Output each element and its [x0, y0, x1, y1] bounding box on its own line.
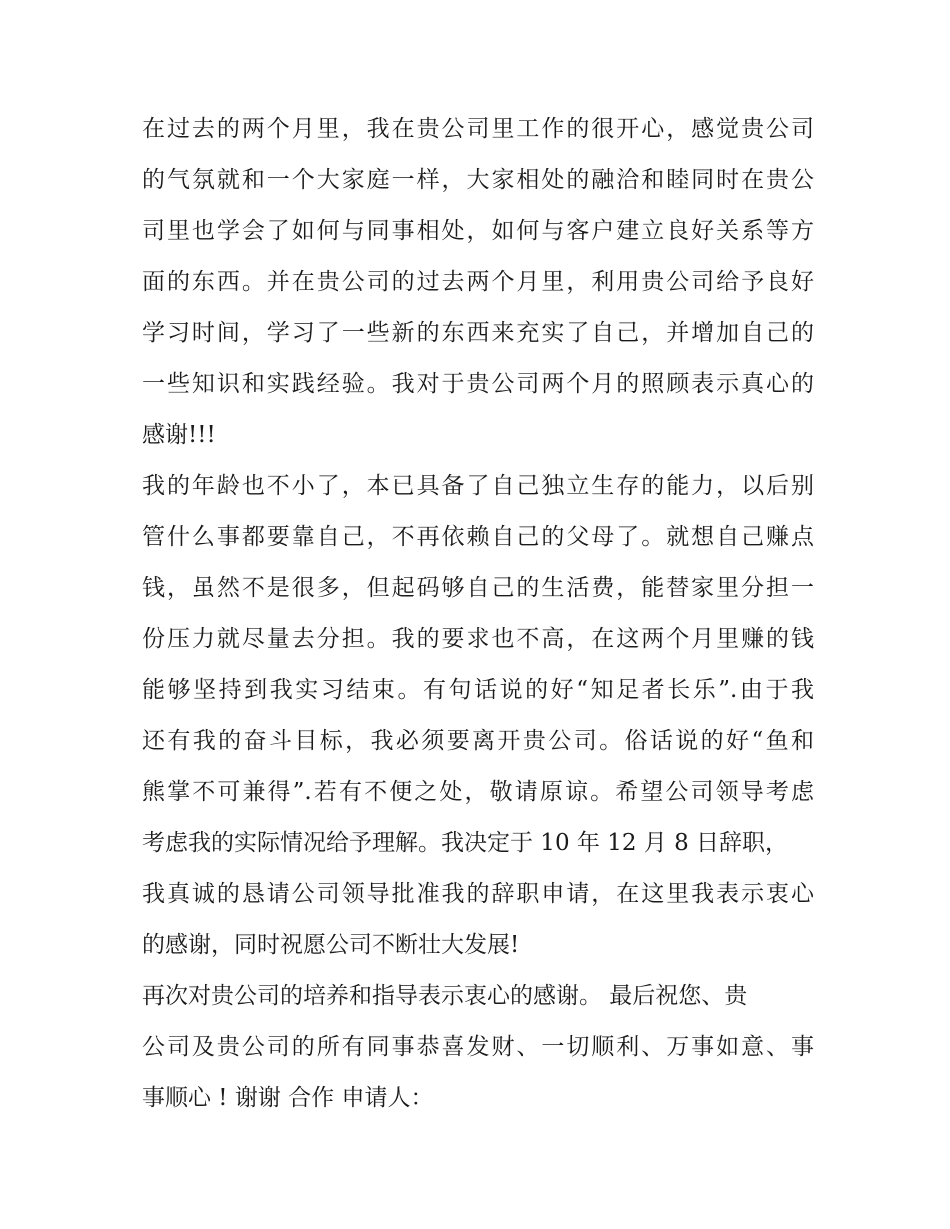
text-line: 感谢!!!	[142, 422, 216, 448]
text-line: 学习时间，学习了一些新的东西来充实了自己，并增加自己的	[142, 320, 814, 346]
text-line: 管什么事都要靠自己，不再依赖自己的父母了。就想自己赚点	[142, 524, 814, 550]
text-line: 能够坚持到我实习结束。有句话说的好“知足者长乐”.由于我	[142, 677, 814, 703]
text-line: 钱，虽然不是很多，但起码够自己的生活费，能替家里分担一	[142, 575, 814, 601]
text-line: 面的东西。并在贵公司的过去两个月里，利用贵公司给予良好	[142, 269, 814, 295]
text-line: 一些知识和实践经验。我对于贵公司两个月的照顾表示真心的	[142, 371, 814, 397]
text-line: 公司及贵公司的所有同事恭喜发财、一切顺利、万事如意、事	[142, 1034, 814, 1060]
text-line: 司里也学会了如何与同事相处，如何与客户建立良好关系等方	[142, 218, 814, 244]
text-line: 考虑我的实际情况给予理解。我决定于 10 年 12 月 8 日辞职，	[142, 830, 789, 856]
text-line: 熊掌不可兼得”.若有不便之处，敬请原谅。希望公司领导考虑	[142, 779, 814, 805]
text-line: 在过去的两个月里，我在贵公司里工作的很开心，感觉贵公司	[142, 116, 814, 142]
text-line: 事顺心 ! 谢谢 合作 申请人：	[142, 1085, 434, 1111]
text-line: 份压力就尽量去分担。我的要求也不高，在这两个月里赚的钱	[142, 626, 814, 652]
text-line: 的感谢，同时祝愿公司不断壮大发展!	[142, 932, 520, 958]
text-line: 的气氛就和一个大家庭一样，大家相处的融洽和睦同时在贵公	[142, 167, 814, 193]
text-line: 再次对贵公司的培养和指导表示衷心的感谢。 最后祝您、贵	[142, 983, 748, 1009]
text-line: 我的年龄也不小了，本已具备了自己独立生存的能力，以后别	[142, 473, 814, 499]
text-line: 还有我的奋斗目标，我必须要离开贵公司。俗话说的好“鱼和	[142, 728, 814, 754]
text-line: 我真诚的恳请公司领导批准我的辞职申请，在这里我表示衷心	[142, 881, 814, 907]
document-body	[142, 104, 814, 1124]
